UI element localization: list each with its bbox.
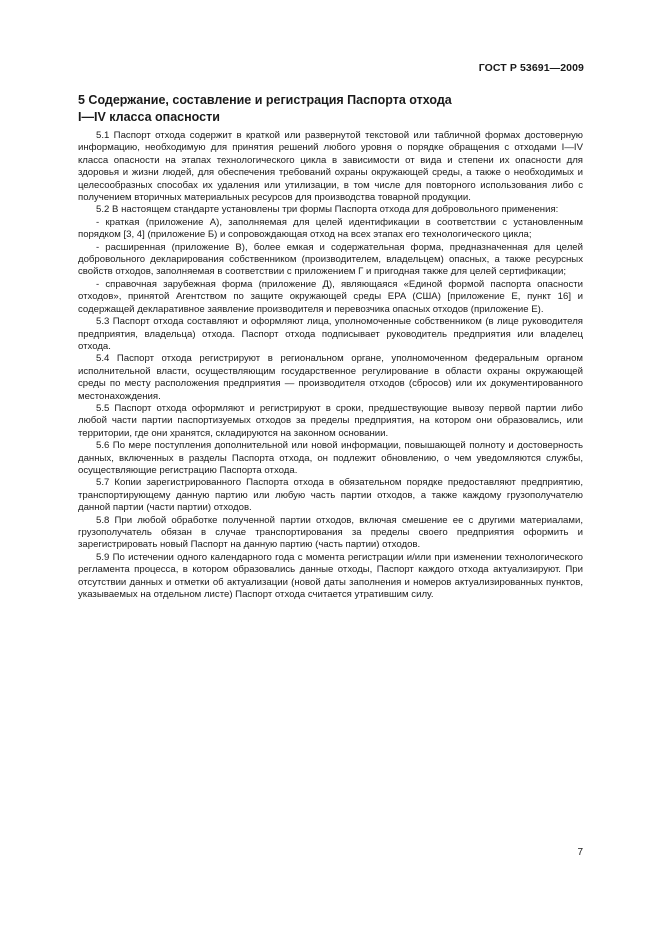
page-number: 7: [577, 847, 583, 858]
paragraph-5-9: 5.9 По истечении одного календарного года с момента регистрации и/или при изменении технологического регламента процесса, в котором образовались данные отходы, Паспорт каждого отхода актуализируют. При отсутствии данных и отметки об актуализации (новой даты заполнения и номеров актуализированных пунктов, указываемых на отдельном листе) Паспорт отхода считается утратившим силу.: [78, 551, 583, 601]
list-item-brief-form: - краткая (приложение А), заполняемая для целей идентификации в соответствии с установленным порядком [3, 4] (приложение Б) и сопровождающая отход на всех этапах его технологического цикла;: [78, 216, 583, 241]
paragraph-5-2: 5.2 В настоящем стандарте установлены три формы Паспорта отхода для добровольного применения:: [96, 204, 559, 216]
section-body: [78, 130, 583, 601]
list-item-extended-form: - расширенная (приложение В), более емкая и содержательная форма, предназначенная для целей добровольного декларирования собственником (производителем, владельцем) опасных, а также ресурсных свойств отходов, заполняемая в соответствии с приложением Г и пригодная также для целей сертификации;: [78, 241, 583, 278]
paragraph-5-3: 5.3 Паспорт отхода составляют и оформляют лица, уполномоченные собственником (в лице руководителя предприятия, владельца) отхода. Паспорт отхода подписывает руководитель предприятия или владелец отхода.: [78, 316, 583, 352]
paragraph-5-4: 5.4 Паспорт отхода регистрируют в региональном органе, уполномоченном федеральным органом исполнительной власти, осуществляющим государственное регулирование в области охраны окружающей среды по месту расположения предприятия — производителя отходов (сбросов) или их документированного местонахождения.: [78, 353, 583, 402]
list-item-foreign-form: - справочная зарубежная форма (приложение Д), являющаяся «Единой формой паспорта опасности отходов», принятой Агентством по защите окружающей среды EPA (США) [приложение Е, пункт 16] и содержащей декларативное заявление производителя и перевозчика опасных отходов (приложение Е).: [78, 278, 583, 315]
section-title-line-2: I—IV класса опасности: [78, 110, 220, 124]
section-title-line-1: 5 Содержание, составление и регистрация Паспорта отхода: [78, 93, 452, 107]
paragraph-5-1: 5.1 Паспорт отхода содержит в краткой или развернутой текстовой или табличной формах достоверную информацию, необходимую для принятия решений любого уровня о порядке обращения с отходами I—IV класса опасности на этапах технологического цикла в зависимости от вида и степени их опасности для здоровья и жизни людей, для обеспечения требований охраны окружающей среды, а также о необходимых и целесообразных способах их удаления или утилизации, в том числе для повторного использования либо с получением вторичных материальных ресурсов для производства товарной продукции.: [78, 130, 583, 204]
section-title: [78, 92, 583, 126]
paragraph-5-6: 5.6 По мере поступления дополнительной или новой информации, повышающей полноту и достоверность данных, включенных в разделы Паспорта отхода, он подлежит обновлению, о чем уведомляются службы, осуществляющие регистрацию Паспорта отхода.: [78, 440, 583, 476]
paragraph-5-7: 5.7 Копии зарегистрированного Паспорта отхода в обязательном порядке предоставляют предприятию, транспортирующему данную партию или любую часть партии отходов, а также каждому грузополучателю данной партии (части партии) отходов.: [78, 477, 583, 514]
document-code: ГОСТ Р 53691—2009: [478, 62, 584, 74]
paragraph-5-5: 5.5 Паспорт отхода оформляют и регистрируют в сроки, предшествующие вывозу первой партии либо любой части партии паспортизуемых отходов за пределы предприятия, на котором они образовались, или территории, где они хранятся, складируются на законном основании.: [78, 402, 583, 439]
paragraph-5-8: 5.8 При любой обработке полученной партии отходов, включая смешение ее с другими материалами, грузополучатель обязан в случае транспортирования за пределы своего предприятия оформить и зарегистрировать новый Паспорт на данную партию (часть партии) отходов.: [78, 514, 583, 551]
